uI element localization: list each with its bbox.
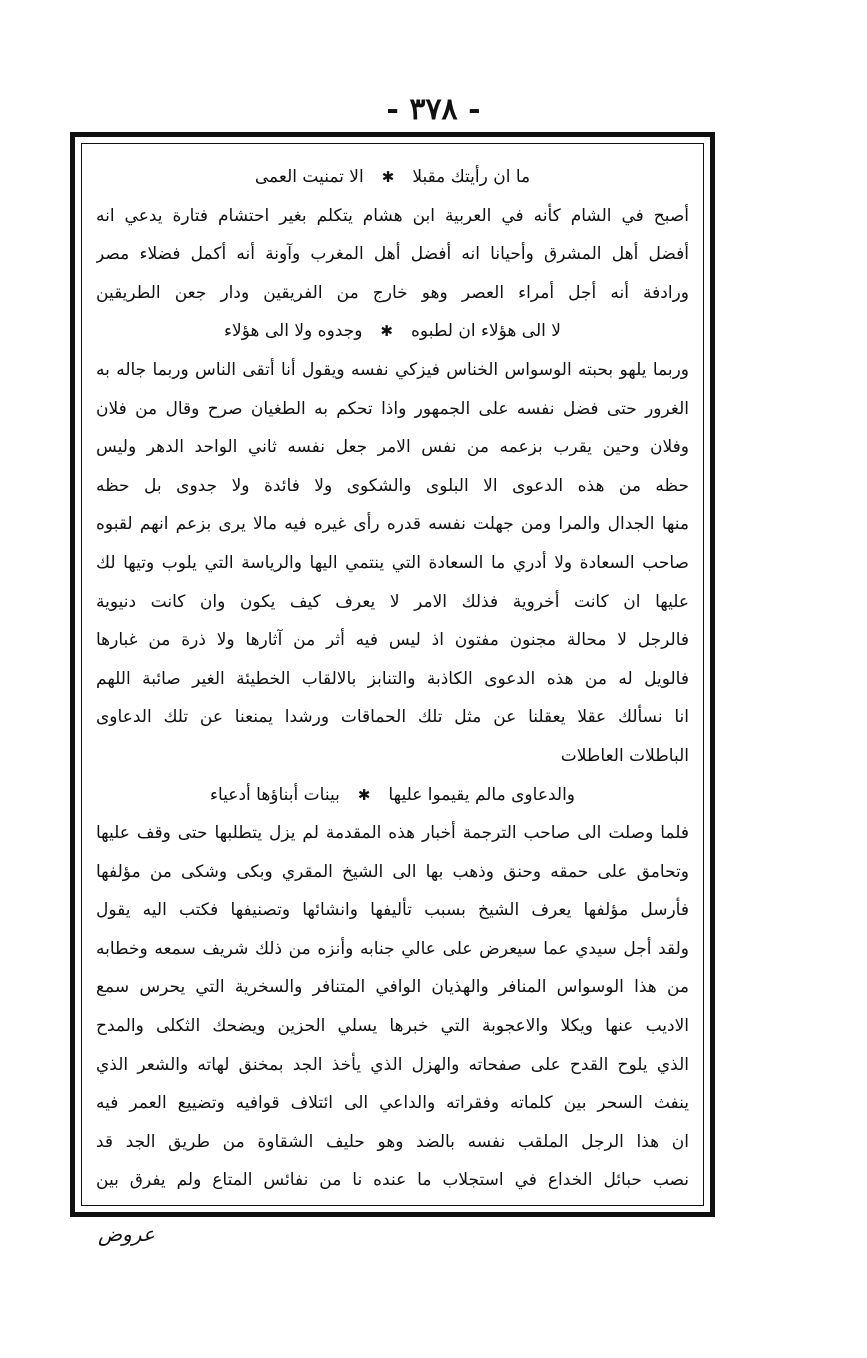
verse-first-hemistich: لا الى هؤلاء ان لطبوه xyxy=(411,321,561,342)
text-line: صاحب السعادة ولا أدري ما السعادة التي ينتمي اليها والرياسة التي يلوب وتيها لك xyxy=(96,552,689,573)
text-line: ينفث السحر بين كلماته وفقراته والداعي الى ائتلاف قوافيه وتضييع العمر فيه xyxy=(96,1093,689,1114)
page-number: - ٣٧٨ - xyxy=(386,92,481,127)
text-line: نصب حبائل الخداع في استجلاب ما عنده نا من نفائس المتاع ولم يفرق بين xyxy=(96,1170,689,1191)
text-line: ان هذا الرجل الملقب نفسه بالضد وهو حليف الشقاوة من طريق الجد قد xyxy=(96,1131,689,1152)
text-line: فلما وصلت الى صاحب الترجمة أخبار هذه المقدمة لم يزل يتطلبها حتى وقف عليها xyxy=(96,823,689,844)
text-line: ورادفة أنه أجل أمراء العصر وهو خارج من الفريقين ودار جعن الطريقين xyxy=(96,282,689,303)
text-line: أصبح في الشام كأنه في العربية ابن هشام يتكلم بغير احتشام فتارة يدعي انه xyxy=(96,205,689,226)
page-border-outer xyxy=(70,132,715,1217)
text-line: حظه من هذه الدعوى الا البلوى والشكوى ولا فائدة ولا جدوى بل حظه xyxy=(96,475,689,496)
verse-second-hemistich: بينات أبناؤها أدعياء xyxy=(210,784,340,805)
page-border-inner xyxy=(81,143,704,1206)
text-line: وتحامق على حمقه وحنق وذهب بها الى الشيخ المقري وبكى وشكى من مؤلفها xyxy=(96,861,689,882)
verse-separator-star: ✱ xyxy=(357,785,371,804)
verse-line xyxy=(96,312,689,351)
text-line: وفلان وحين يقرب بزعمه من نفس الامر جعل نفسه ثاني الواحد الدهر وليس xyxy=(96,437,689,458)
text-line: فالرجل لا محالة مجنون مفتون اذ ليس فيه أثر من آثارها ولا ذرة من غبارها xyxy=(96,630,689,651)
text-line: من هذا الوسواس المنافر والهذيان الوافي المتنافر والسخرية التي يحرس سمع xyxy=(96,977,689,998)
text-line: انا نسألك عقلا يعقلنا عن مثل تلك الحماقات ورشدا يمنعنا عن تلك الدعاوى xyxy=(96,707,689,728)
text-line: فالويل له من هذه الدعوى الكاذبة والتنابز بالالقاب الخطيئة الغير صائبة اللهم xyxy=(96,668,689,689)
verse-first-hemistich: والدعاوى مالم يقيموا عليها xyxy=(388,784,575,805)
text-body xyxy=(96,158,689,1200)
text-line: الغرور حتى فضل نفسه على الجمهور واذا تحكم به الطغيان صرح وقال من فلان xyxy=(96,398,689,419)
text-line: ولقد أجل سيدي عما سيعرض على عالي جنابه وأنزه من ذلك شريف سمعه وخطابه xyxy=(96,938,689,959)
text-line: فأرسل مؤلفها يعرف الشيخ بسبب تأليفها وانشائها وتصنيفها فكتب اليه يقول xyxy=(96,900,689,921)
verse-line xyxy=(96,776,689,815)
text-line: منها الجدال والمرا ومن جهلت نفسه قدره رأى غيره فيه مالا يرى بزعم انهم لقبوه xyxy=(96,514,689,535)
verse-separator-star: ✱ xyxy=(381,168,395,186)
text-line: أفضل أهل المشرق وأحيانا انه أفضل أهل المغرب وآونة أنه أكمل فضلاء مصر xyxy=(96,244,689,265)
verse-second-hemistich: وجدوه ولا الى هؤلاء xyxy=(224,321,363,342)
text-line: الباطلات العاطلات xyxy=(560,745,689,766)
text-line: الاديب عنها ويكلا والاعجوبة التي خبرها يسلي الحزين ويضحك الثكلى والمدح xyxy=(96,1016,689,1037)
text-line: وربما يلهو بحبته الوسواس الخناس فيزكي نفسه ويقول أنا أتقى الناس وربما جاله به xyxy=(96,359,689,380)
catchword: عروض xyxy=(98,1222,155,1246)
verse-line xyxy=(96,158,689,197)
verse-separator-star: ✱ xyxy=(380,322,393,341)
text-line: الذي يلوح القدح على صفحاته والهزل الذي يأخذ الجد بمخنق لهاته والشعر الذي xyxy=(96,1054,689,1075)
verse-second-hemistich: الا تمنيت العمى xyxy=(254,167,364,187)
verse-first-hemistich: ما ان رأيتك مقبلا xyxy=(412,167,531,187)
text-line: عليها ان كانت أخروية فذلك الامر لا يعرف كيف يكون وان كانت دنيوية xyxy=(96,591,689,612)
